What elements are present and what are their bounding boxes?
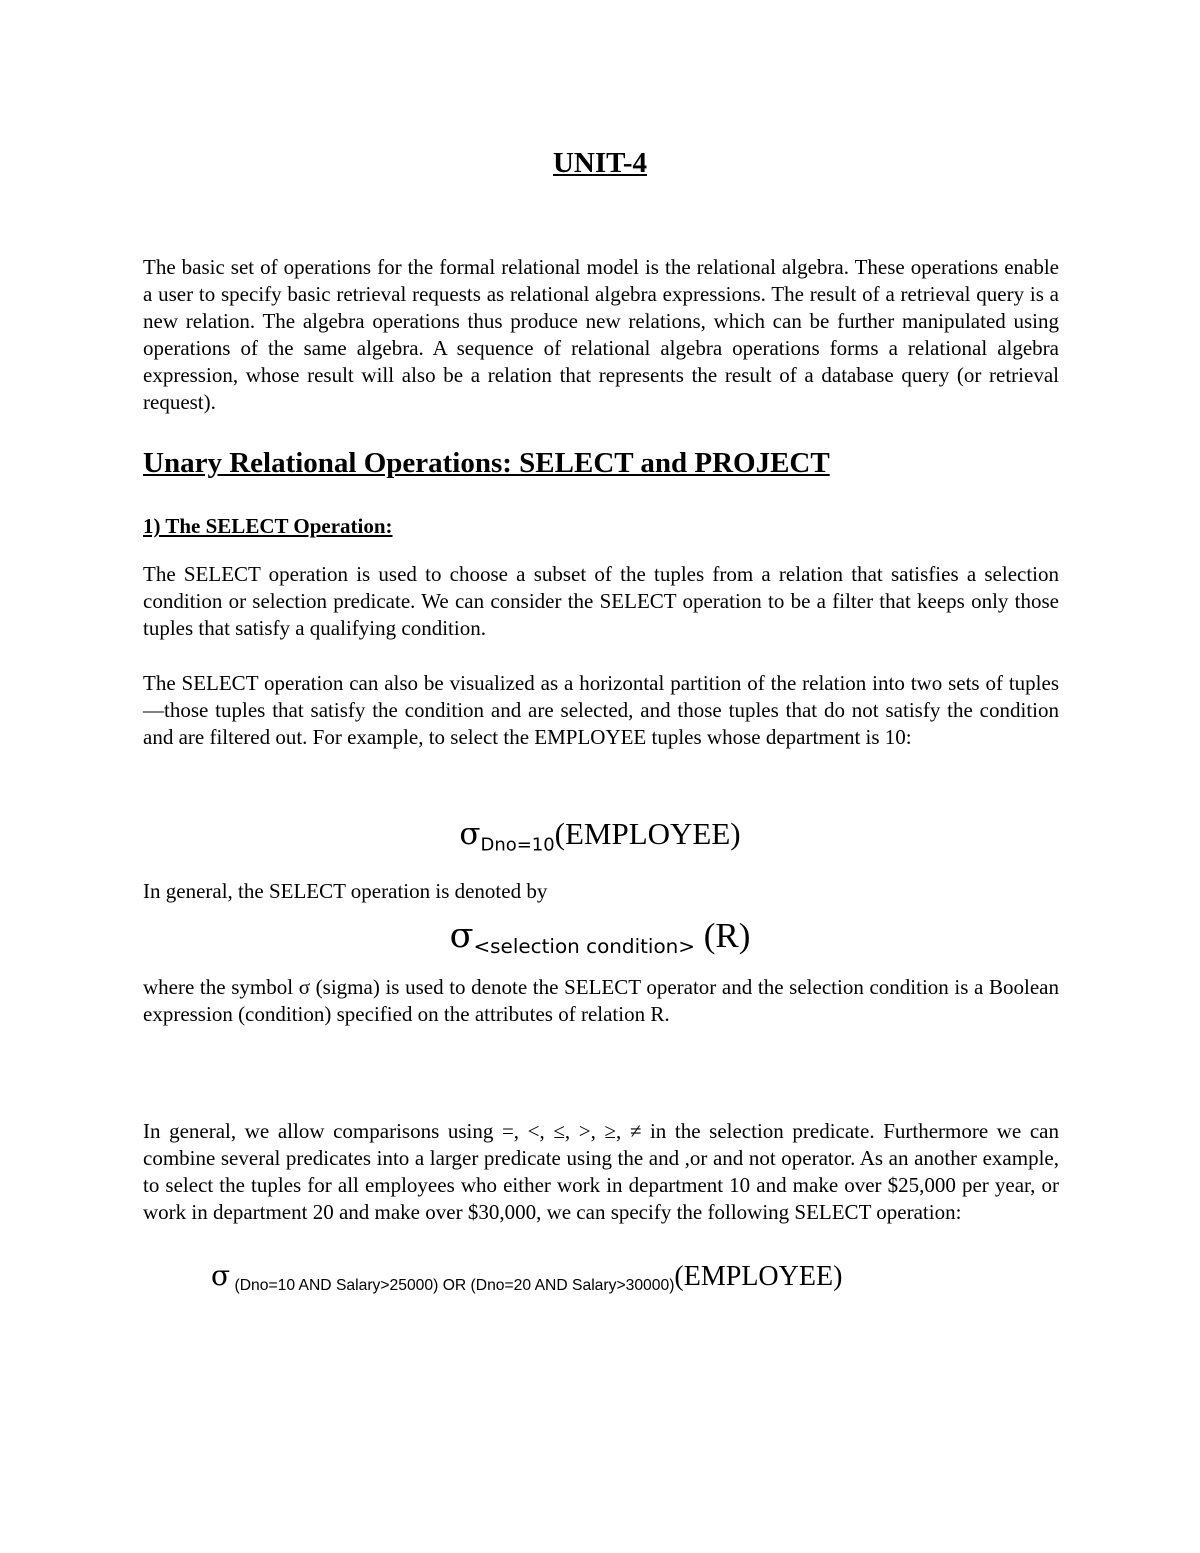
sigma-explanation-paragraph: where the symbol σ (sigma) is used to denote the SELECT operator and the selection condition is a Boolean expression (condition) specified on the attributes of relation R. xyxy=(143,975,1059,1026)
select-example-formula xyxy=(0,812,1200,867)
formula-argument: (EMPLOYEE) xyxy=(554,816,741,851)
formula-subscript: Dno=10 xyxy=(480,834,555,856)
select-operation-subheading: 1) The SELECT Operation: xyxy=(143,514,393,538)
sigma-symbol: σ xyxy=(211,1259,231,1292)
comparisons-paragraph: In general, we allow comparisons using =, <, ≤, >, ≥, ≠ in the selection predicate. Furthermore we can combine several predicates into a larger predicate using the and ,or and not operator. As an another example, to select the tuples for all employees who either work in department 10 and make over $25,000 per year, or work in department 20 and make over $30,000, we can specify the following SELECT operation: xyxy=(143,1119,1059,1224)
sigma-symbol: σ xyxy=(449,916,474,956)
intro-paragraph: The basic set of operations for the formal relational model is the relational algebra. These operations enable a user to specify basic retrieval requests as relational algebra expressions. The result of a retrieval query is a new relation. The algebra operations thus produce new relations, which can be further manipulated using operations of the same algebra. A sequence of relational algebra operations forms a relational algebra expression, whose result will also be a relation that represents the result of a database query (or retrieval request). xyxy=(143,255,1059,414)
section-heading: Unary Relational Operations: SELECT and PROJECT xyxy=(143,447,830,479)
compound-select-formula xyxy=(211,1256,842,1306)
select-general-formula xyxy=(0,912,1200,970)
select-definition-paragraph: The SELECT operation is used to choose a subset of the tuples from a relation that satisfies a selection condition or selection predicate. We can consider the SELECT operation to be a filter that keeps only those tuples that satisfy a qualifying condition. xyxy=(143,562,1059,640)
formula-argument: (R) xyxy=(695,916,751,955)
unit-title: UNIT-4 xyxy=(552,147,647,179)
formula-subscript: <selection condition> xyxy=(473,933,696,958)
horizontal-partition-paragraph: The SELECT operation can also be visualized as a horizontal partition of the relation into two sets of tuples—those tuples that satisfy the condition and are selected, and those tuples that do not satisfy the condition and are filtered out. For example, to select the EMPLOYEE tuples whose department is 10: xyxy=(143,671,1059,749)
general-notation-text: In general, the SELECT operation is denoted by xyxy=(143,879,548,903)
sigma-symbol: σ xyxy=(459,816,481,852)
formula-subscript: (Dno=10 AND Salary>25000) OR (Dno=20 AND Salary>30000) xyxy=(230,1277,675,1295)
formula-argument: (EMPLOYEE) xyxy=(674,1261,843,1292)
